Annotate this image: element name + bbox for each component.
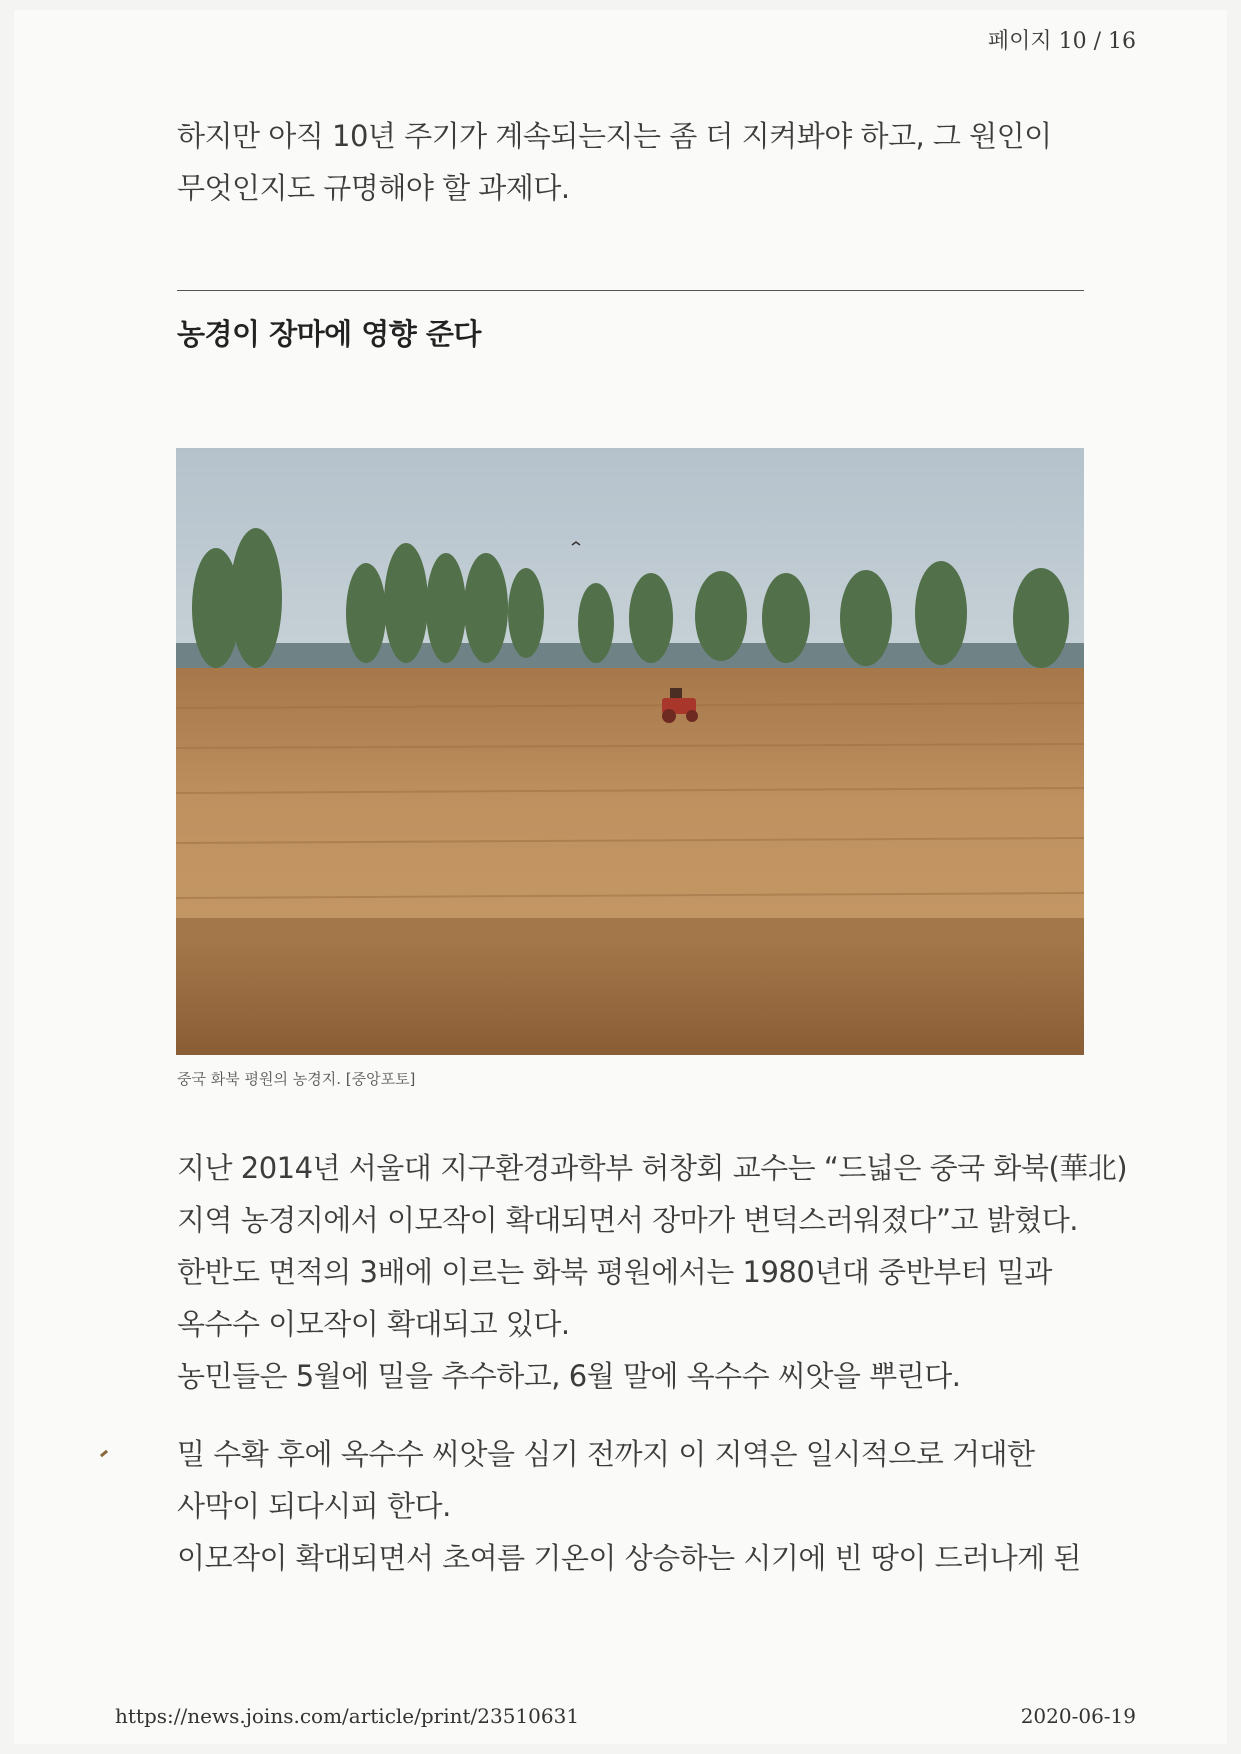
page-indicator: 페이지 10 / 16	[987, 29, 1136, 54]
photo-caption: 중국 화북 평원의 농경지. [중앙포토]	[177, 1070, 416, 1088]
section-divider	[177, 290, 1084, 291]
text-line: 하지만 아직 10년 주기가 계속되는지는 좀 더 지켜봐야 하고, 그 원인이	[177, 119, 1052, 153]
intro-paragraph	[177, 110, 1077, 214]
farmland-photo	[176, 448, 1084, 1055]
text-line: 지난 2014년 서울대 지구환경과학부 허창회 교수는 “드넓은 중국 화북(華北)	[177, 1151, 1128, 1185]
footer-date: 2020-06-19	[1020, 1704, 1136, 1728]
text-line: 이모작이 확대되면서 초여름 기온이 상승하는 시기에 빈 땅이 드러나게 된	[177, 1541, 1081, 1575]
dark-foreground	[176, 918, 1084, 1055]
section-heading: 농경이 장마에 영향 준다	[177, 317, 481, 351]
text-line: 사막이 되다시피 한다.	[177, 1489, 451, 1523]
text-line: 옥수수 이모작이 확대되고 있다.	[177, 1307, 570, 1341]
footer-url: https://news.joins.com/article/print/23510631	[115, 1704, 580, 1728]
body-paragraph-2	[177, 1428, 1081, 1584]
text-line: 지역 농경지에서 이모작이 확대되면서 장마가 변덕스러워졌다”고 밝혔다.	[177, 1203, 1078, 1237]
text-line: 한반도 면적의 3배에 이르는 화북 평원에서는 1980년대 중반부터 밀과	[177, 1255, 1052, 1289]
text-line: 무엇인지도 규명해야 할 과제다.	[177, 171, 570, 205]
body-paragraph-1	[177, 1142, 1128, 1402]
text-line: 밀 수확 후에 옥수수 씨앗을 심기 전까지 이 지역은 일시적으로 거대한	[177, 1437, 1035, 1471]
text-line: 농민들은 5월에 밀을 추수하고, 6월 말에 옥수수 씨앗을 뿌린다.	[177, 1359, 961, 1393]
